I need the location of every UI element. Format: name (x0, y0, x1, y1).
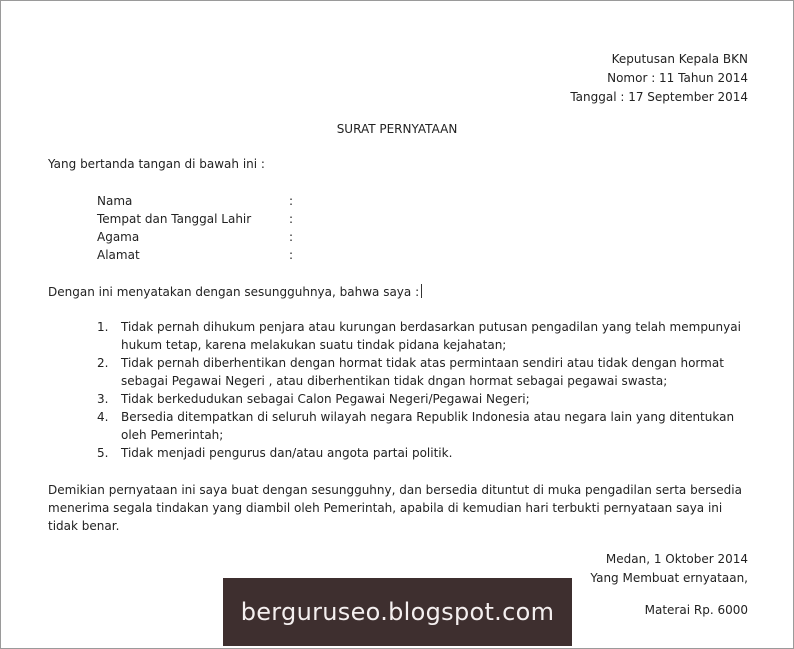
list-number: 2. (97, 356, 109, 370)
list-number: 4. (97, 410, 109, 424)
header-line-2: Nomor : 11 Tahun 2014 (607, 71, 748, 85)
statement-list (97, 318, 747, 462)
field-row-agama (97, 228, 317, 246)
text-cursor (421, 284, 422, 298)
document-title: SURAT PERNYATAAN (336, 122, 458, 136)
list-number: 5. (97, 446, 109, 460)
signature-block (590, 550, 748, 588)
list-item (97, 354, 747, 390)
list-text: Tidak berkedudukan sebagai Calon Pegawai Negeri/Pegawai Negeri; (121, 392, 530, 406)
list-number: 1. (97, 320, 109, 334)
statement-line (48, 284, 422, 299)
list-item (97, 444, 747, 462)
header-line-1: Keputusan Kepala BKN (611, 52, 748, 66)
place-date: Medan, 1 Oktober 2014 (605, 552, 748, 566)
field-row-alamat (97, 246, 317, 264)
field-label: Tempat dan Tanggal Lahir (97, 212, 252, 226)
field-colon: : (289, 194, 294, 208)
field-label: Alamat (97, 248, 140, 262)
header-line-3: Tanggal : 17 September 2014 (570, 90, 748, 104)
field-label: Nama (97, 194, 133, 208)
list-text: Bersedia ditempatkan di seluruh wilayah negara Republik Indonesia atau negara lain yang ditentukan oleh Pemerintah; (121, 410, 735, 442)
closing-paragraph: Demikian pernyataan ini saya buat dengan sesungguhny, dan bersedia dituntut di muka pengadilan serta bersedia menerima segala tindakan yang diambil oleh Pemerintah, apabila di kemudian hari terbukti pernyataan saya ini tidak benar. (48, 483, 742, 533)
list-item (97, 408, 747, 444)
materai-label: Materai Rp. 6000 (644, 603, 748, 617)
list-item (97, 390, 747, 408)
field-label: Agama (97, 230, 140, 244)
field-colon: : (289, 212, 294, 226)
list-text: Tidak pernah diberhentikan dengan hormat tidak atas permintaan sendiri atau tidak dengan hormat sebagai Pegawai Negeri , atau diberhentikan tidak dngan hormat sebagai pegawai swasta; (121, 356, 724, 388)
field-row-nama (97, 192, 317, 210)
identity-fields (97, 192, 317, 264)
field-row-tempat-tanggal-lahir (97, 210, 317, 228)
field-colon: : (289, 248, 294, 262)
watermark-banner: berguruseo.blogspot.com (223, 578, 572, 646)
letter-header (570, 50, 748, 107)
list-item (97, 318, 747, 354)
intro-text: Yang bertanda tangan di bawah ini : (48, 157, 265, 171)
signer-label: Yang Membuat ernyataan, (590, 571, 748, 585)
list-number: 3. (97, 392, 109, 406)
field-colon: : (289, 230, 294, 244)
list-text: Tidak menjadi pengurus dan/atau angota partai politik. (121, 446, 453, 460)
list-text: Tidak pernah dihukum penjara atau kurungan berdasarkan putusan pengadilan yang telah mempunyai hukum tetap, karena melakukan suatu tindak pidana kejahatan; (121, 320, 741, 352)
statement-text: Dengan ini menyatakan dengan sesungguhnya, bahwa saya : (48, 285, 420, 299)
